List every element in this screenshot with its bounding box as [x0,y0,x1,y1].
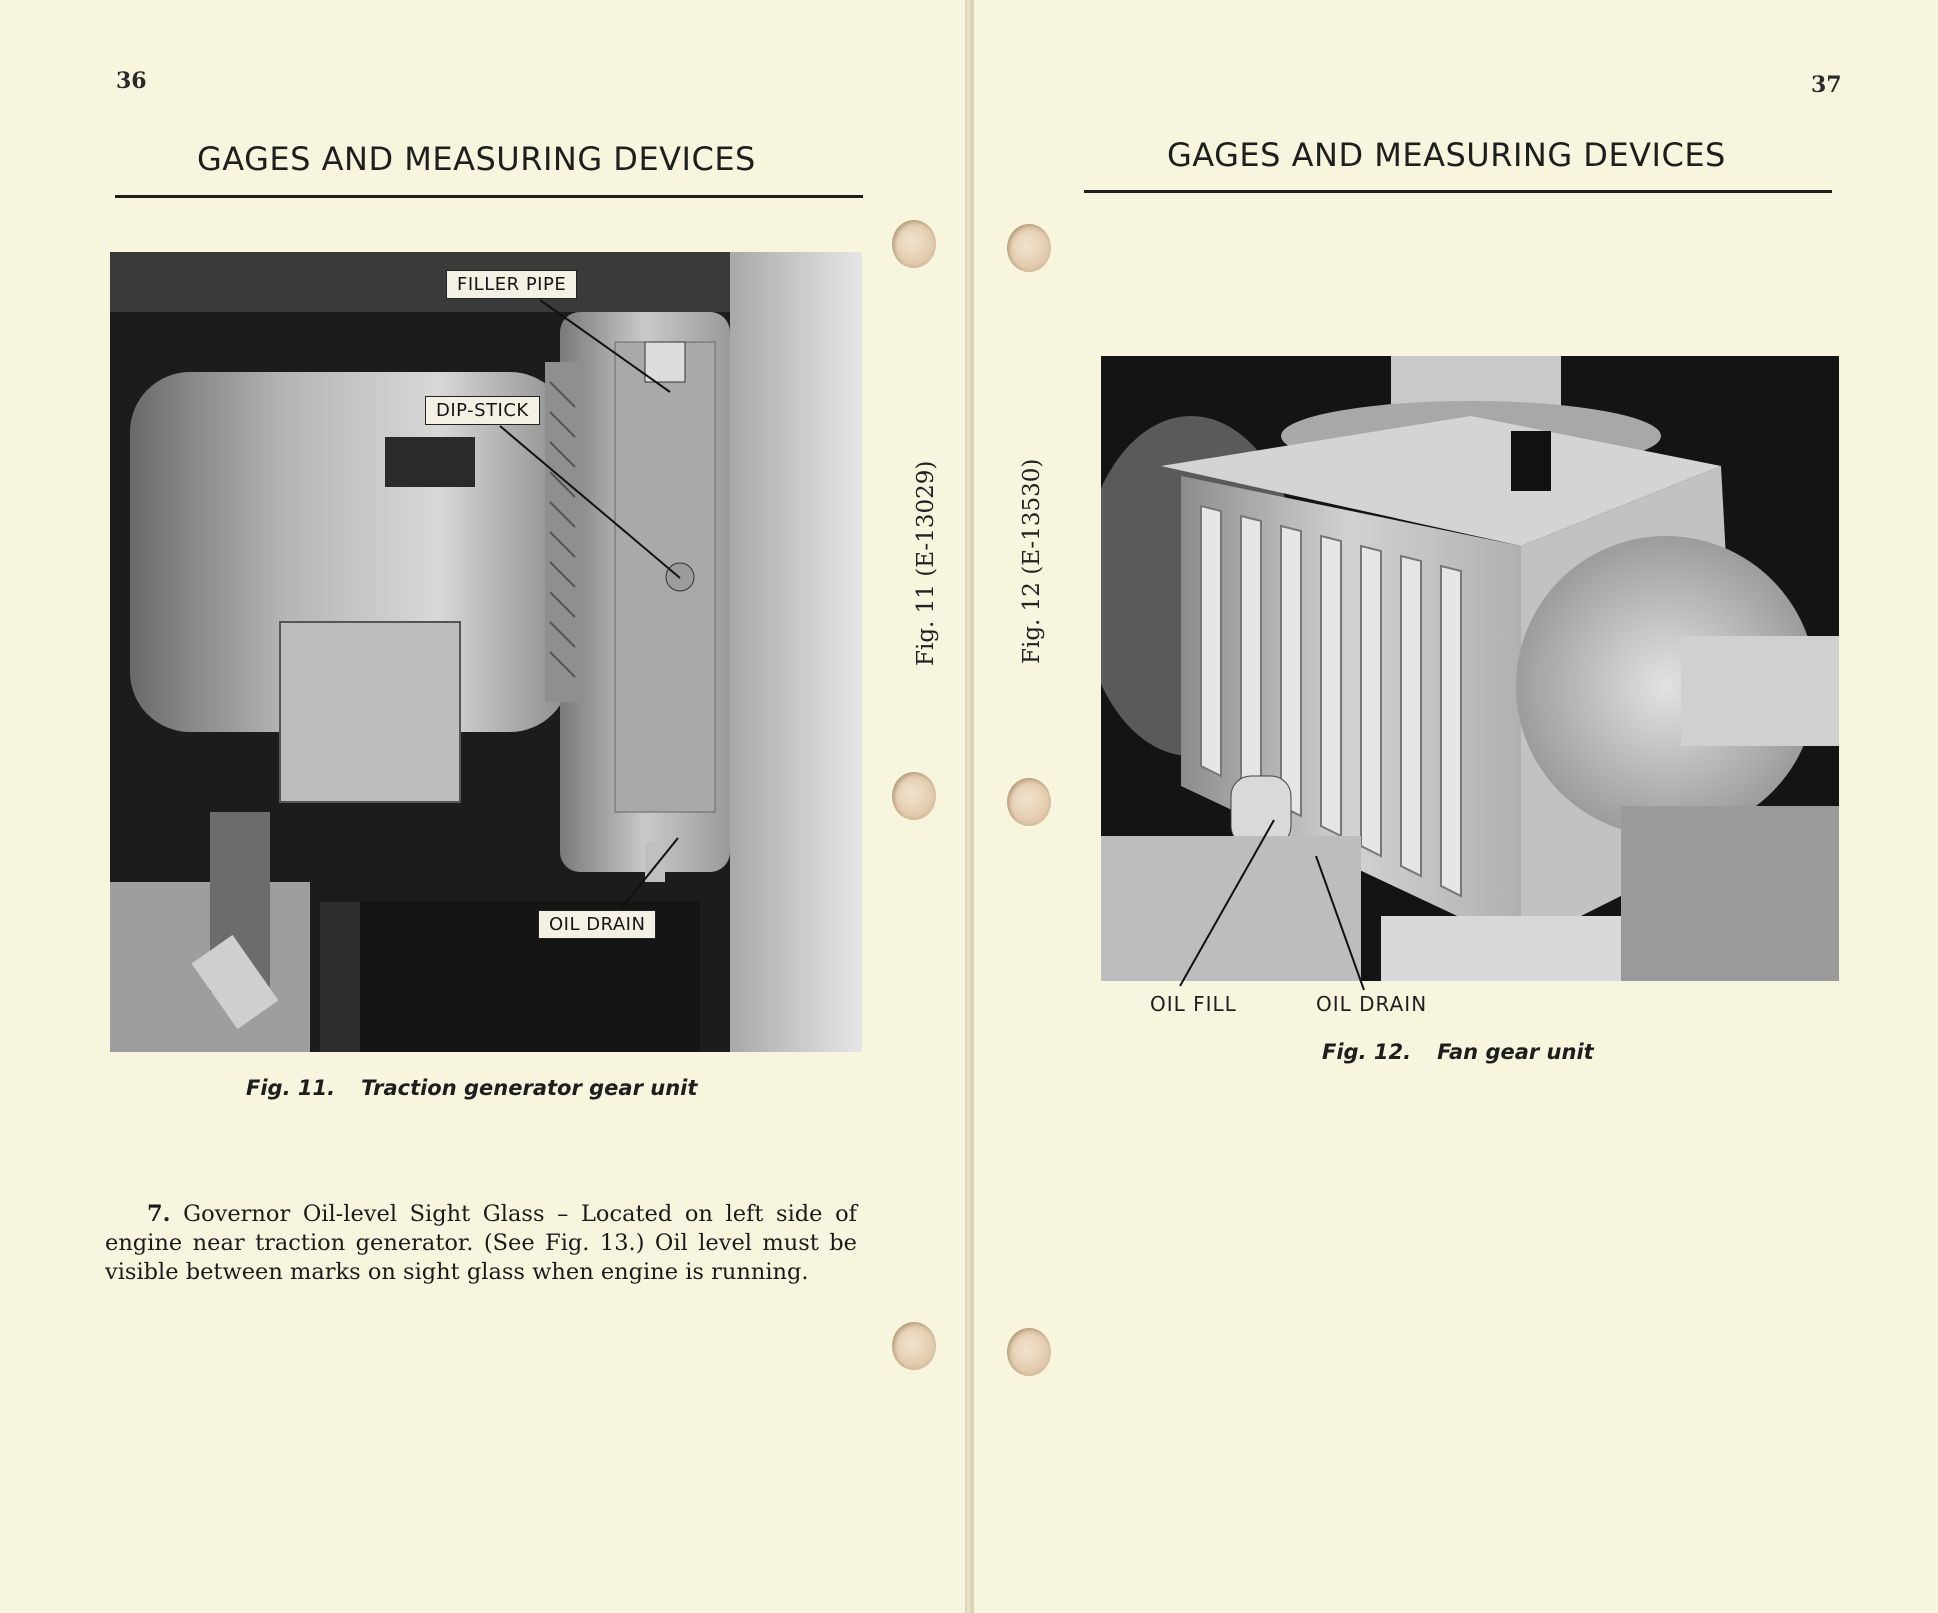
punch-hole [1007,778,1051,826]
header-rule [1084,190,1832,193]
figure-11-caption [246,1076,697,1100]
paragraph-number: 7. [147,1201,171,1227]
label-oil-fill: OIL FILL [1150,992,1237,1016]
running-head: GAGES AND MEASURING DEVICES [1167,136,1726,174]
page-number: 36 [116,68,147,94]
figure-11-side-reference: Fig. 11 (E-13029) [913,460,939,666]
punch-hole [1007,1328,1051,1376]
callout-oil-drain: OIL DRAIN [538,910,656,939]
callout-filler-pipe: FILLER PIPE [446,270,577,299]
punch-hole [892,772,936,820]
caption-number: Fig. 12. [1322,1040,1412,1064]
punch-hole [1007,224,1051,272]
right-page [972,0,1938,1613]
punch-hole [892,220,936,268]
callout-dip-stick: DIP-STICK [425,396,540,425]
figure-11-photo [110,252,862,1052]
label-oil-drain: OIL DRAIN [1316,992,1428,1016]
header-rule [115,195,863,198]
figure-12-caption [1322,1040,1594,1064]
running-head: GAGES AND MEASURING DEVICES [197,140,756,178]
gutter [965,0,972,1613]
caption-title: Traction generator gear unit [361,1076,698,1100]
left-page [0,0,967,1613]
figure-12-photo [1101,356,1839,981]
punch-hole [892,1322,936,1370]
paragraph-text: Governor Oil-level Sight Glass – Located on left side of engine near traction generator. (See Fig. 13.) Oil level must be visible between marks on sight glass when engine is running. [105,1201,857,1285]
page-number: 37 [1811,72,1842,98]
paragraph-7 [105,1200,857,1287]
caption-number: Fig. 11. [246,1076,336,1100]
caption-title: Fan gear unit [1437,1040,1594,1064]
figure-12-side-reference: Fig. 12 (E-13530) [1019,458,1045,664]
